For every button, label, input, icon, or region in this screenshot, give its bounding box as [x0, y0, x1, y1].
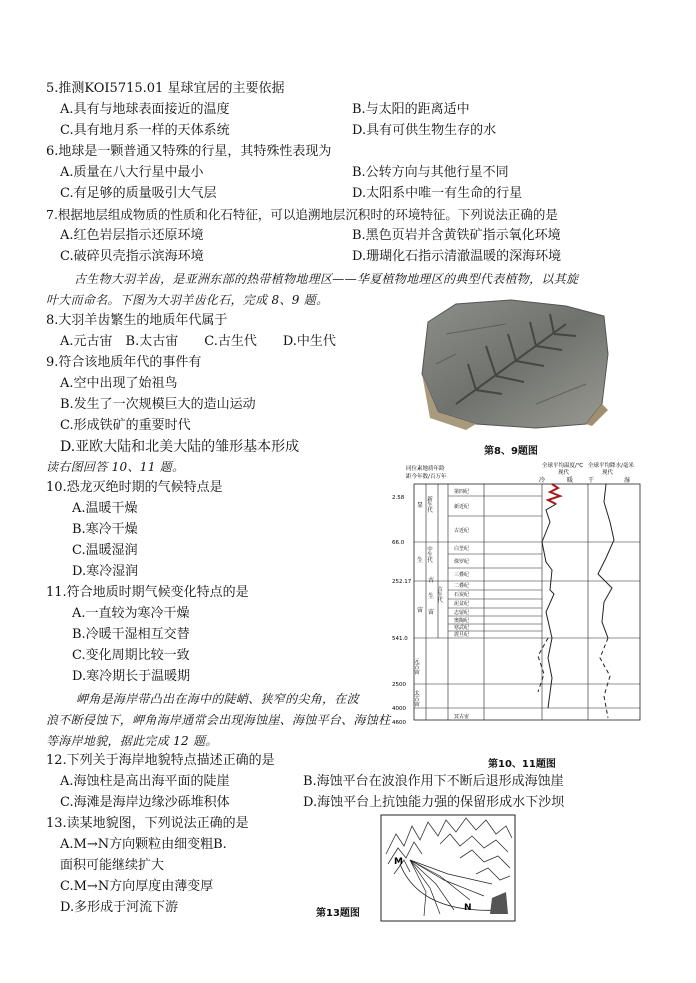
- q6-option-b: B.公转方向与其他行星不同: [352, 165, 509, 180]
- passage-89-line1: 古生物大羽羊齿，是亚洲东部的热带植物地理区——华夏植物地理区的典型代表植物，以其旋: [74, 272, 579, 286]
- chart-tick-warm: 暖: [567, 477, 574, 484]
- chart-age-label: 66.0: [392, 540, 405, 546]
- alluvial-fan-map: [380, 814, 516, 922]
- fern-fossil-image: [416, 294, 612, 432]
- q6-stem: 6.地球是一颗普通又特殊的行星，其特殊性表现为: [46, 144, 332, 159]
- q9-option-c: C.形成铁矿的重要时代: [60, 418, 191, 433]
- chart-eon-label: 元古宙: [413, 658, 419, 675]
- q12-option-a: A.海蚀柱是高出海平面的陡崖: [60, 774, 230, 789]
- q7-option-b: B.黑色页岩并含黄铁矿指示氧化环境: [352, 228, 561, 243]
- chart-tick-dry: 干: [588, 477, 595, 484]
- q8-stem: 8.大羽羊齿繁生的地质年代属于: [46, 313, 228, 328]
- q7-option-c: C.破碎贝壳指示滨海环境: [60, 249, 204, 264]
- chart-age-label: 4600: [392, 720, 406, 726]
- q5-option-d: D.具有可供生物生存的水: [352, 123, 497, 138]
- chart-age-label: 2500: [392, 682, 406, 688]
- q12-stem: 12.下列关于海岸地貌特点描述正确的是: [46, 753, 275, 768]
- q13-option-d: D.多形成于河流下游: [60, 900, 179, 915]
- q13-option-c: C.M→N方向厚度由薄变厚: [60, 879, 214, 894]
- chart-age-label: 541.0: [392, 636, 408, 642]
- q13-option-a: A.M→N方向颗粒由细变粗B.: [60, 837, 227, 852]
- chart-age-label: 4000: [392, 706, 406, 712]
- landform-label-n: N: [464, 903, 472, 913]
- chart-eon-label: 宙: [428, 609, 435, 616]
- q13-option-b: 面积可能继续扩大: [60, 858, 165, 873]
- intro-1011: 读右图回答 10、11 题。: [46, 460, 185, 474]
- q6-option-c: C.有足够的质量吸引大气层: [60, 186, 217, 201]
- chart-period-label: 白垩纪: [454, 546, 470, 552]
- q5-option-a: A.具有与地球表面接近的温度: [60, 102, 230, 117]
- q12-option-c: C.海滩是海岸边缘沙砾堆积体: [60, 795, 230, 810]
- passage-12-line2: 浪不断侵蚀下，岬角海岸通常会出现海蚀崖、海蚀平台、海蚀柱: [46, 713, 391, 727]
- q10-stem: 10.恐龙灭绝时期的气候特点是: [46, 480, 223, 495]
- chart-period-label: 古近纪: [454, 528, 470, 534]
- q6-option-d: D.太阳系中唯一有生命的行星: [352, 186, 523, 201]
- q11-option-b: B.冷暖干湿相互交替: [72, 627, 190, 642]
- chart-era-label: 中生代: [426, 546, 432, 563]
- chart-eon-label: 生: [428, 593, 435, 600]
- chart-header-temp: 全球平均温度/℃: [542, 463, 584, 469]
- q11-option-a: A.一直较为寒冷干燥: [72, 606, 190, 621]
- q8-options: A.元古宙 B.太古宙 C.古生代 D.中生代: [60, 334, 336, 349]
- chart-header-temp-sub: 现代: [558, 470, 570, 476]
- landform-label-m: M: [394, 857, 403, 867]
- chart-era-label: 古生代: [436, 586, 442, 603]
- q12-option-d: D.海蚀平台上抗蚀能力强的保留形成水下沙坝: [303, 795, 565, 810]
- q6-option-a: A.质量在八大行星中最小: [60, 165, 204, 180]
- chart-period-label: 泥盆纪: [454, 601, 470, 607]
- passage-89-line2: 叶大而命名。下图为大羽羊齿化石，完成 8、9 题。: [46, 293, 329, 307]
- q5-option-c: C.具有地月系一样的天体系统: [60, 123, 230, 138]
- chart-period-label: 二叠纪: [454, 583, 470, 589]
- q9-option-a: A.空中出现了始祖鸟: [60, 376, 178, 391]
- q10-option-c: C.温暖湿润: [72, 543, 138, 558]
- q11-stem: 11.符合地质时期气候变化特点的是: [46, 585, 249, 600]
- chart-period-label: 石炭纪: [454, 592, 470, 598]
- chart-era-label: 新生代: [426, 496, 432, 513]
- chart-tick-wet: 湿: [624, 477, 631, 484]
- passage-12-line1: 岬角是海岸带凸出在海中的陡峭、狭窄的尖角，在波: [76, 692, 359, 706]
- figure-1011-caption: 第10、11题图: [488, 759, 556, 770]
- chart-eon-label: 生: [417, 557, 424, 564]
- chart-period-label: 侏罗纪: [454, 559, 470, 565]
- passage-12-line3: 等海岸地貌，据此完成 12 题。: [46, 734, 218, 748]
- q5-stem: 5.推测KOI5715.01 星球宜居的主要依据: [46, 81, 285, 96]
- chart-period-label: 三叠纪: [454, 572, 470, 578]
- chart-period-label: 志留纪: [454, 610, 470, 616]
- q9-option-d: D.亚欧大陆和北美大陆的雏形基本形成: [60, 439, 300, 455]
- q7-option-d: D.珊瑚化石指示清澈温暖的深海环境: [352, 249, 562, 264]
- chart-header-time: 同位素地质年龄: [406, 466, 445, 472]
- q7-option-a: A.红色岩层指示还原环境: [60, 228, 204, 243]
- q7-stem: 7.根据地层组成物质的性质和化石特征，可以追溯地层沉积时的环境特征。下列说法正确的是: [46, 207, 558, 222]
- figure-13-caption: 第13题图: [316, 908, 360, 919]
- figure-89-caption: 第8、9题图: [484, 446, 538, 457]
- q11-option-c: C.变化周期比较一致: [72, 648, 190, 663]
- chart-tick-cold: 冷: [539, 477, 546, 484]
- geologic-climate-chart: [392, 462, 642, 728]
- chart-period-label: 奥陶纪: [454, 618, 470, 624]
- chart-period-label: 冥古宙: [454, 714, 470, 720]
- q5-option-b: B.与太阳的距离适中: [352, 102, 470, 117]
- q11-option-d: D.寒冷期长于温暖期: [72, 669, 191, 684]
- chart-header-rain: 全球平均降水/毫米: [588, 463, 634, 469]
- q10-option-b: B.寒冷干燥: [72, 522, 138, 537]
- chart-age-label: 252.17: [392, 579, 412, 585]
- chart-period-label: 第四纪: [454, 489, 470, 495]
- chart-eon-label: 宙: [417, 607, 424, 614]
- chart-eon-label: 古: [428, 577, 435, 584]
- chart-eon-label: 显: [417, 502, 424, 509]
- chart-period-label: 寒武纪: [454, 625, 470, 631]
- q10-option-a: A.温暖干燥: [72, 501, 138, 516]
- q12-option-b: B.海蚀平台在波浪作用下不断后退形成海蚀崖: [303, 774, 564, 789]
- q9-stem: 9.符合该地质年代的事件有: [46, 355, 202, 370]
- chart-header-age: 距今年数/百万年: [406, 474, 447, 480]
- chart-period-label: 新近纪: [454, 504, 470, 510]
- q9-option-b: B.发生了一次规模巨大的造山运动: [60, 397, 256, 412]
- chart-age-label: 2.58: [392, 495, 405, 501]
- chart-header-rain-sub: 现代: [602, 470, 614, 476]
- q10-option-d: D.寒冷湿润: [72, 564, 139, 579]
- chart-eon-label: 太古宙: [413, 690, 419, 707]
- q13-stem: 13.读某地貌图，下列说法正确的是: [46, 816, 249, 831]
- chart-period-label: 震旦纪: [454, 632, 470, 638]
